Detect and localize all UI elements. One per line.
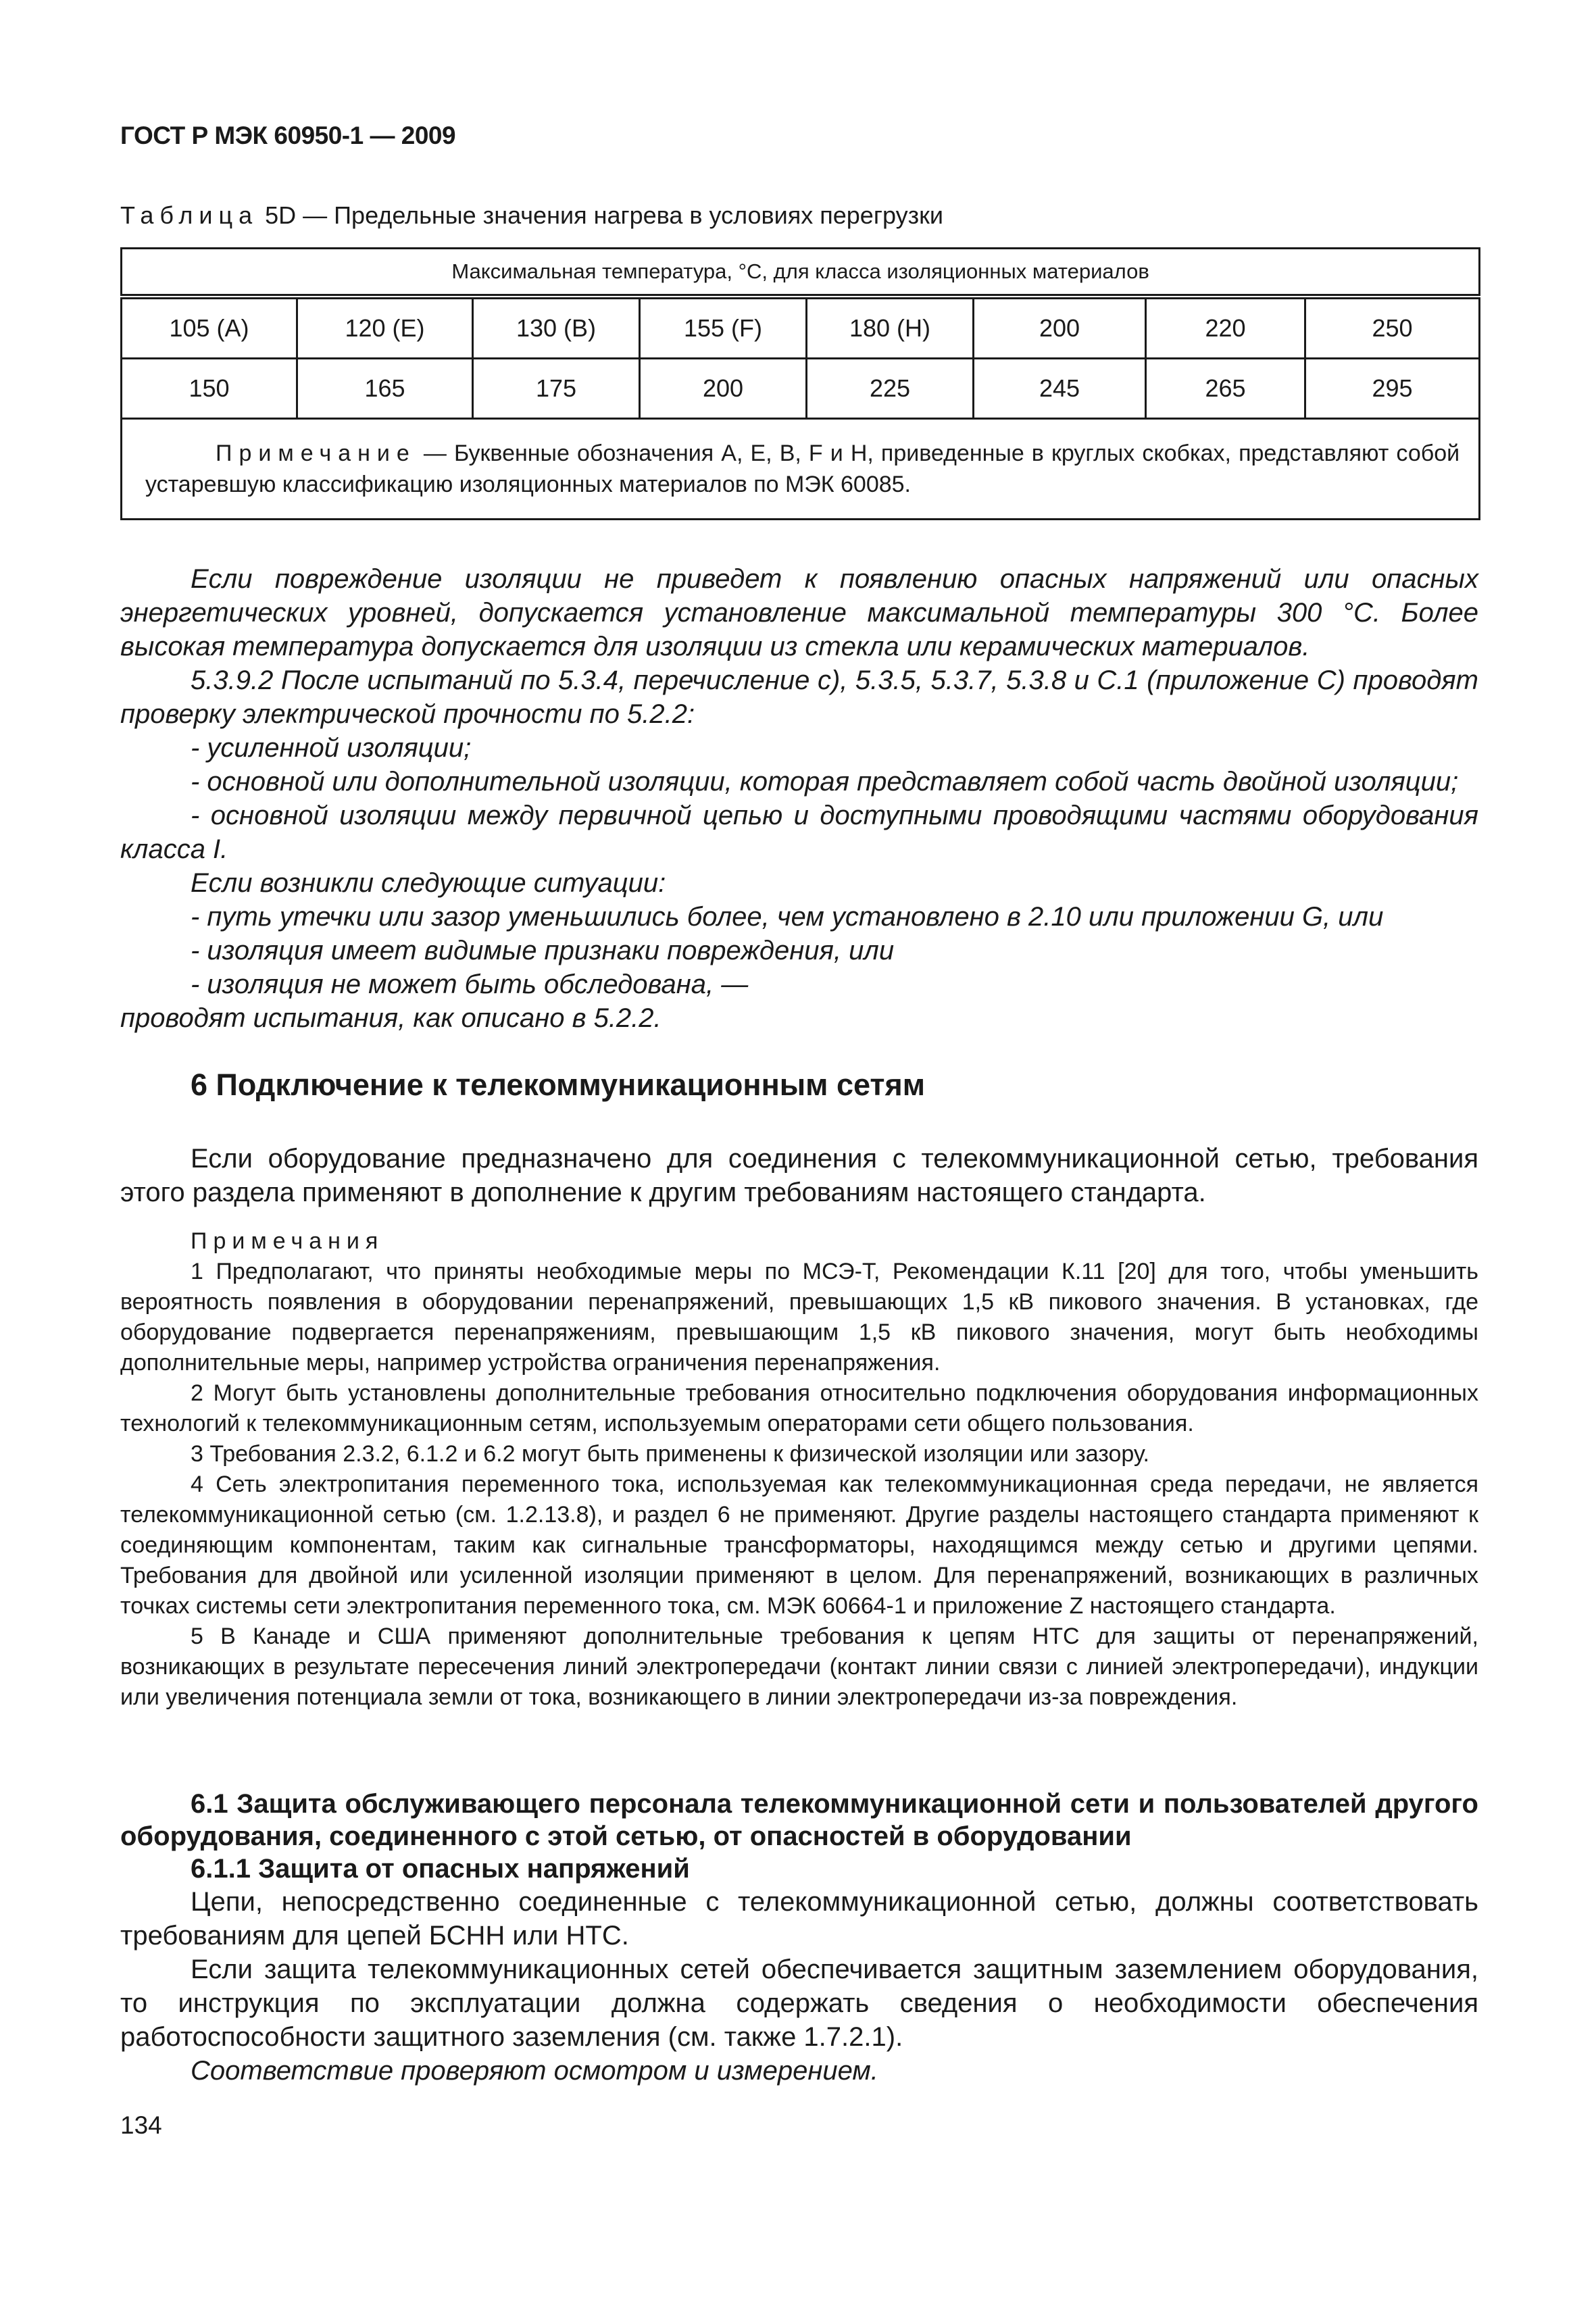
notes-label <box>120 1226 1478 1257</box>
body-block <box>120 562 1478 1035</box>
list-item: - основной или дополнительной изоляции, которая представляет собой часть двойной изоляции; <box>191 767 1459 797</box>
insulation-class-cell: 200 <box>974 297 1146 359</box>
list-item: - изоляция имеет видимые признаки повреждения, или <box>191 936 895 965</box>
insulation-class-cell: 130 (B) <box>473 297 640 359</box>
section-6-heading: 6 Подключение к телекоммуникационным сетям <box>191 1067 926 1102</box>
list-item: - основной изоляции между первичной цепью и доступными проводящими частями оборудования класса I. <box>120 801 1478 864</box>
paragraph-protective-earthing: Если защита телекоммуникационных сетей обеспечивается защитным заземлением оборудования, то инструкция по эксплуатации должна содержать сведения о необходимости обеспечения работоспособности защитного заземления (см. также 1.7.2.1). <box>120 1955 1478 2052</box>
section-6-intro: Если оборудование предназначено для соединения с телекоммуникационной сетью, требования этого раздела применяют в дополнение к другим требованиям настоящего стандарта. <box>120 1144 1478 1207</box>
subsection-6-1-block <box>120 1788 1478 2088</box>
note-item: 3 Требования 2.3.2, 6.1.2 и 6.2 могут быть применены к физической изоляции или зазору. <box>191 1441 1149 1467</box>
insulation-class-cell: 180 (H) <box>807 297 974 359</box>
subsection-6-1-heading: 6.1 Защита обслуживающего персонала телекоммуникационной сети и пользователей другого оборудования, соединенного с этой сетью, от опасностей в оборудовании <box>120 1789 1478 1851</box>
notes-block <box>120 1226 1478 1713</box>
table-note-text: — Буквенные обозначения А, Е, В, F и Н, приведенные в круглых скобках, представляют собой устаревшую классификацию изоляционных материалов по МЭК 60085. <box>145 441 1460 497</box>
list-item: - путь утечки или зазор уменьшились более, чем установлено в 2.10 или приложении G, или <box>191 902 1384 932</box>
section-6-block <box>120 1142 1478 1209</box>
table-caption-label: Таблица <box>120 201 259 229</box>
limit-value-cell: 245 <box>974 359 1146 419</box>
list-item: - усиленной изоляции; <box>191 733 472 763</box>
insulation-class-cell: 250 <box>1305 297 1480 359</box>
insulation-class-cell: 120 (E) <box>297 297 473 359</box>
list-item: - изоляция не может быть обследована, — <box>191 970 749 999</box>
table-caption <box>120 201 943 230</box>
paragraph-conclusion: проводят испытания, как описано в 5.2.2. <box>120 1003 662 1033</box>
limit-value-cell: 150 <box>122 359 297 419</box>
insulation-class-cell: 105 (A) <box>122 297 297 359</box>
table-note-cell <box>122 419 1480 520</box>
table-note-label: Примечание <box>216 441 416 466</box>
note-item: 5 В Канаде и США применяют дополнительные требования к цепям НТС для защиты от перенапряжений, возникающих в результате пересечения линий электропередачи (контакт линии связи с линией электропередачи), индукции или увеличения потенциала земли от тока, возникающего в линии электропередачи из-за повреждения. <box>120 1624 1478 1710</box>
paragraph-situations: Если возникли следующие ситуации: <box>191 868 666 898</box>
note-item: 2 Могут быть установлены дополнительные требования относительно подключения оборудования информационных технологий к телекоммуникационным сетям, используемым операторами сети общего пользования. <box>120 1380 1478 1436</box>
notes-label-text: Примечания <box>191 1228 384 1254</box>
page-number: 134 <box>120 2111 162 2139</box>
paragraph-temperature-allowance: Если повреждение изоляции не приведет к появлению опасных напряжений или опасных энергетических уровней, допускается установление максимальной температуры 300 °С. Более высокая температура допускается для изоляции из стекла или керамических материалов. <box>120 564 1478 661</box>
limit-value-cell: 200 <box>640 359 807 419</box>
insulation-class-cell: 155 (F) <box>640 297 807 359</box>
temperature-limits-table <box>120 247 1480 520</box>
limit-value-cell: 265 <box>1146 359 1305 419</box>
limit-value-cell: 295 <box>1305 359 1480 419</box>
limit-value-cell: 175 <box>473 359 640 419</box>
limit-value-cell: 225 <box>807 359 974 419</box>
table-caption-title: 5D — Предельные значения нагрева в условиях перегрузки <box>258 201 943 229</box>
limit-value-cell: 165 <box>297 359 473 419</box>
paragraph-compliance-check: Соответствие проверяют осмотром и измерением. <box>191 2056 878 2086</box>
table-header-cell: Максимальная температура, °С, для класса изоляционных материалов <box>122 249 1480 297</box>
insulation-class-cell: 220 <box>1146 297 1305 359</box>
paragraph-5-3-9-2: 5.3.9.2 После испытаний по 5.3.4, перечисление с), 5.3.5, 5.3.7, 5.3.8 и С.1 (приложение С) проводят проверку электрической прочности по 5.2.2: <box>120 665 1478 729</box>
document-header: ГОСТ Р МЭК 60950-1 — 2009 <box>120 122 456 149</box>
note-item: 1 Предполагают, что приняты необходимые меры по МСЭ-Т, Рекомендации К.11 [20] для того, чтобы уменьшить вероятность появления в оборудовании перенапряжений, превышающих 1,5 кВ пикового значения. В установках, где оборудование подвергается перенапряжениям, превышающим 1,5 кВ пикового значения, могут быть необходимы дополнительные меры, например устройства ограничения перенапряжения. <box>120 1259 1478 1376</box>
note-item: 4 Сеть электропитания переменного тока, используемая как телекоммуникационная среда передачи, не является телекоммуникационной сетью (см. 1.2.13.8), и раздел 6 не применяют. Другие разделы настоящего стандарта применяют к соединяющим компонентам, таким как сигнальные трансформаторы, находящимся между сетью и другими цепями. Требования для двойной или усиленной изоляции применяют в целом. Для перенапряжений, возникающих в различных точках системы сети электропитания переменного тока, см. МЭК 60664-1 и приложение Z настоящего стандарта. <box>120 1472 1478 1619</box>
paragraph-circuits: Цепи, непосредственно соединенные с телекоммуникационной сетью, должны соответствовать требованиям для цепей БСНН или НТС. <box>120 1887 1478 1951</box>
subsection-6-1-1-heading: 6.1.1 Защита от опасных напряжений <box>191 1854 690 1884</box>
